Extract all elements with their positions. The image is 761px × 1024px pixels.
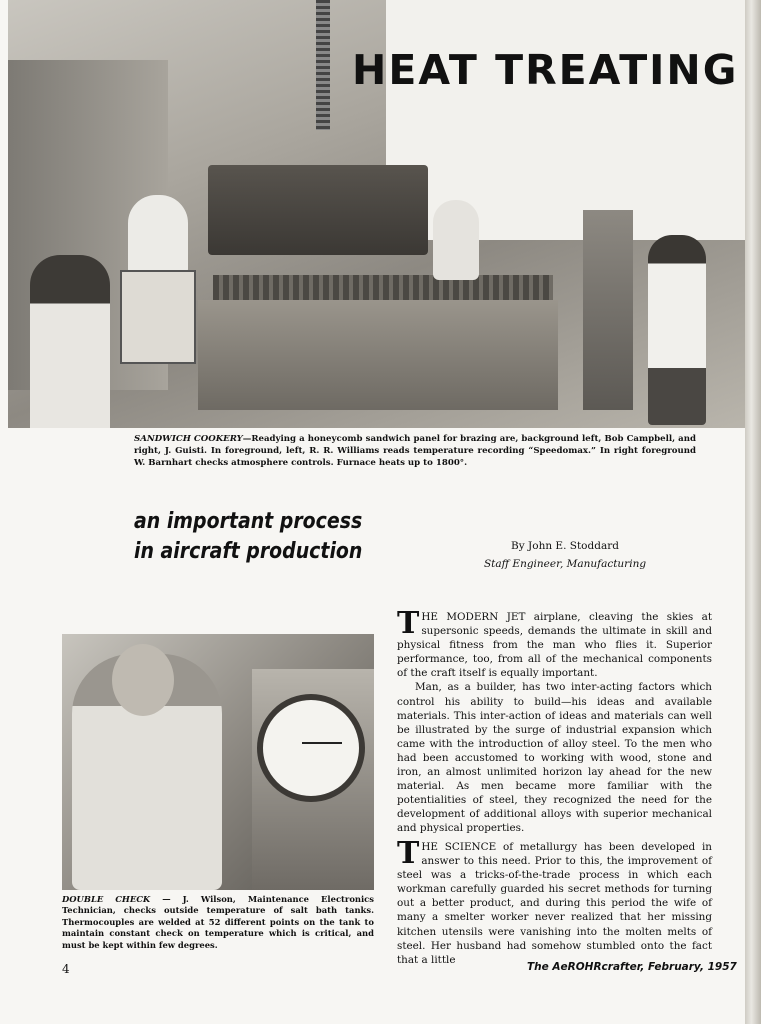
subtitle-line: an important process <box>134 509 363 534</box>
article-body <box>397 836 712 967</box>
byline <box>470 537 660 573</box>
drop-cap: T <box>397 606 420 641</box>
paragraph <box>397 836 712 967</box>
caption-text: — J. Wilson, Maintenance Electronics Technician, checks outside temperature of salt bath tanks. Thermocouples are welded at 52 different points on the tank to maintain constant check on temperature which is critical, and must be kept within few degrees. <box>62 894 374 950</box>
paragraph <box>397 606 712 680</box>
article-subtitle <box>134 507 362 567</box>
paragraph-text: Man, as a builder, has two inter-acting factors which control his ability to build—his ideas and available materials. This inter-action of ideas and materials can well be illustrated by the surge of industrial expansion which came with the introduction of alloy steel. To the men who had been accustomed to working with wood, stone and iron, an almost unlimited horizon lay ahead for the new material. As men became more familiar with the potentialities of steel, they recognized the need for the development of additional alloys with superior mechanical and physical properties. <box>397 681 712 835</box>
caption-text: —Readying a honeycomb sandwich panel for brazing are, background left, Bob Campbell, and right, J. Guisti. In foreground, left, R. R. Williams reads temperature recording “Speedomax.” In right foreground W. Barnhart checks atmosphere controls. Furnace heats up to 1800°. <box>134 434 697 468</box>
author-role: Staff Engineer, Manufacturing <box>483 558 647 570</box>
paragraph-text: HE MODERN JET airplane, cleaving the skies at supersonic speeds, demands the ultimate in skill and physical fitness from the man who flies it. Superior performance, too, from all of the mechanical components of the craft itself is equally important. <box>397 611 712 680</box>
photo-caption <box>134 433 696 469</box>
photo-caption <box>62 894 374 951</box>
photo-background <box>386 0 746 240</box>
worker-figure <box>648 235 706 425</box>
caption-lead: SANDWICH COOKERY <box>134 434 243 444</box>
author-name: By John E. Stoddard <box>511 540 619 552</box>
subtitle-line: in aircraft production <box>134 539 363 564</box>
page-title: HEAT TREATING <box>352 46 739 94</box>
paragraph-text: HE SCIENCE of metallurgy has been developed in answer to this need. Prior to this, the improvement of steel was a tricks-of-the-trade process in which each workman carefully guarded his secret methods for turning out a better product, and during this period the wife of many a smelter worker never realized that her missing kitchen utensils were vanishing into the molten melts of steel. Her husband had somehow stumbled onto the fact that a little <box>397 841 712 966</box>
page-number: 4 <box>62 962 70 976</box>
crane-cable <box>316 0 330 130</box>
page-edge <box>745 0 761 1024</box>
furnace-platform <box>198 300 558 410</box>
technician-head <box>112 644 174 716</box>
article-body <box>397 606 712 836</box>
worker-figure <box>128 195 188 275</box>
worker-figure <box>30 255 110 428</box>
temperature-dial <box>257 694 365 802</box>
honeycomb-panel <box>208 165 428 255</box>
paragraph <box>397 680 712 835</box>
recorder-cabinet <box>120 270 196 364</box>
caption-lead: DOUBLE CHECK <box>62 894 151 904</box>
dial-hand <box>302 742 342 744</box>
technician-photo <box>62 634 374 890</box>
worker-figure <box>433 200 479 280</box>
drop-cap: T <box>397 836 420 871</box>
publication-footer: The AeROHRcrafter, February, 1957 <box>527 961 737 973</box>
control-panel <box>583 210 633 410</box>
